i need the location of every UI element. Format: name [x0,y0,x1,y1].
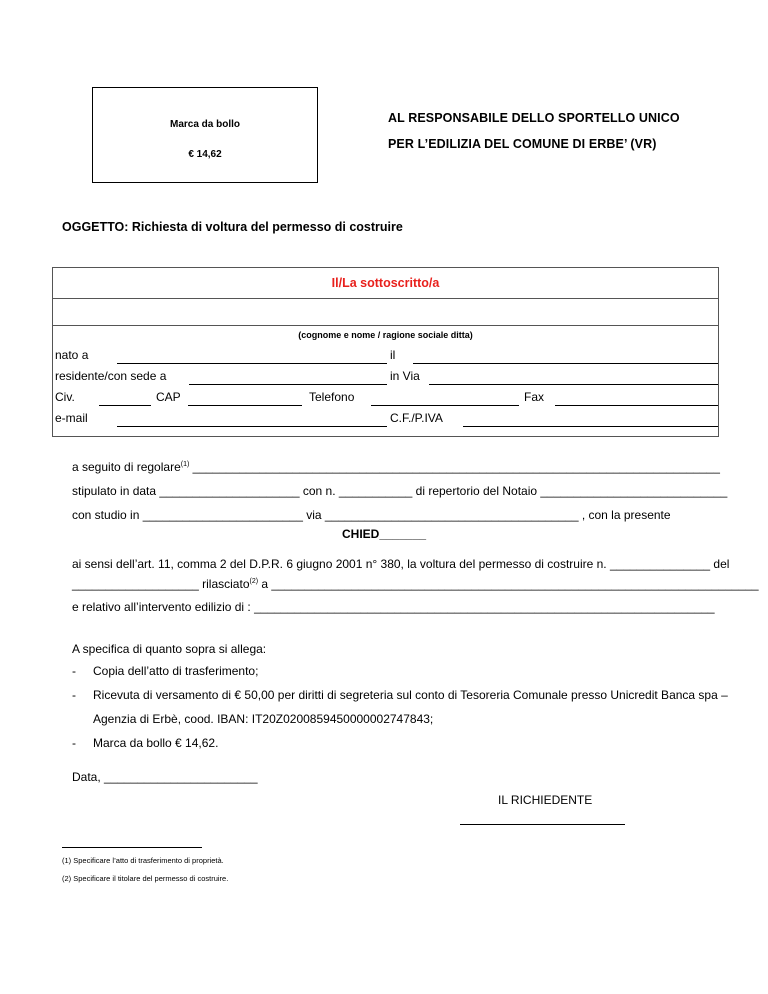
attachment-3: Marca da bollo € 14,62. [93,736,219,750]
fax-label: Fax [524,390,545,404]
issued-line [72,577,759,591]
street-label: in Via [390,369,420,383]
birth-date-field[interactable] [413,363,718,364]
residence-field[interactable] [189,384,387,385]
bullet-2: - [72,688,76,702]
transfer-text: a seguito di regolare [72,460,181,474]
signer-label: IL RICHIEDENTE [498,793,593,807]
cap-label: CAP [156,390,181,404]
subject-line: OGGETTO: Richiesta di voltura del permesso di costruire [62,220,403,234]
email-field[interactable] [117,426,387,427]
transfer-line [72,460,720,474]
issued-blank[interactable]: a _________________________________________________________________________ [258,577,759,591]
street-field[interactable] [429,384,718,385]
date-label: il [390,348,396,362]
signature-field[interactable] [460,824,625,825]
stamp-label: Marca da bollo [169,119,240,130]
name-field[interactable] [53,299,718,326]
footnote-ref-1: (1) [180,461,190,468]
civ-label: Civ. [55,390,75,404]
permit-line: ai sensi dell’art. 11, comma 2 del D.P.R. 6 giugno 2001 n° 380, la voltura del permesso di costruire n. _______________ del [72,557,730,571]
born-label: nato a [55,348,89,362]
footnote-1: (1) Specificare l’atto di trasferimento di proprietà. [62,856,224,865]
stamp-box [92,87,318,183]
fax-field[interactable] [555,405,718,406]
bullet-1: - [72,664,76,678]
footnote-ref-2: (2) [249,578,259,585]
issued-text: ___________________ rilasciato [72,577,250,591]
intervention-line: e relativo all’intervento edilizio di : _____________________________________________________________________ [72,600,715,614]
phone-field[interactable] [371,405,519,406]
residence-label: residente/con sede a [55,369,167,383]
transfer-blank[interactable]: _______________________________________________________________________________ [189,460,720,474]
notary-office-line: con studio in ________________________ via ______________________________________ , con la presente [72,508,671,522]
civ-field[interactable] [99,405,151,406]
addressee-line-2: PER L’EDILIZIA DEL COMUNE DI ERBE’ (VR) [388,137,657,151]
stamp-amount: € 14,62 [188,149,222,160]
attachment-2-line-2: Agenzia di Erbè, cood. IBAN: IT20Z0200859450000002747843; [93,712,434,726]
date-line: Data, _______________________ [72,770,258,784]
cap-field[interactable] [188,405,302,406]
attachment-1: Copia dell’atto di trasferimento; [93,664,259,678]
form-header: Il/La sottoscritto/a [53,268,718,299]
born-place-field[interactable] [117,363,387,364]
request-verb: CHIED_______ [342,527,427,541]
tax-id-field[interactable] [463,426,718,427]
addressee-line-1: AL RESPONSABILE DELLO SPORTELLO UNICO [388,111,680,125]
tax-label: C.F./P.IVA [390,411,443,425]
phone-label: Telefono [309,390,355,404]
attachment-2-line-1: Ricevuta di versamento di € 50,00 per diritti di segreteria sul conto di Tesoreria Comunale presso Unicredit Banca spa – [93,688,728,702]
attachments-intro: A specifica di quanto sopra si allega: [72,642,267,656]
deed-line: stipulato in data _____________________ con n. ___________ di repertorio del Notaio ____________________________ [72,484,728,498]
applicant-form [52,267,719,437]
name-caption: (cognome e nome / ragione sociale ditta) [298,330,473,340]
bullet-3: - [72,736,76,750]
email-label: e-mail [55,411,88,425]
footnote-2: (2) Specificare il titolare del permesso di costruire. [62,874,229,883]
footnote-separator [62,847,202,848]
